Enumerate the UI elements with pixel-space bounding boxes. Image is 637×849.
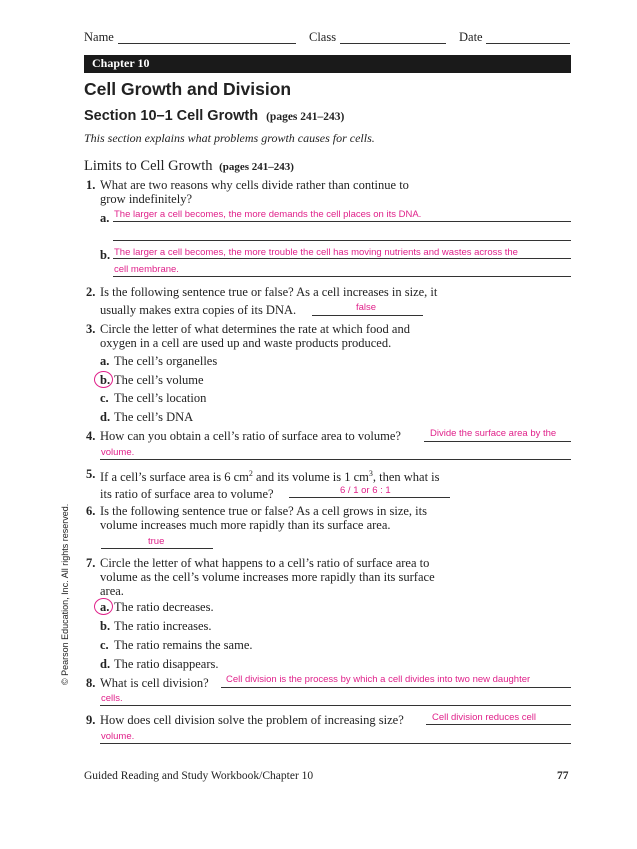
- q7-option-c-letter: c.: [100, 638, 109, 652]
- q5-text-part3: , then what is: [372, 470, 440, 485]
- q9-answer-line1: Cell division reduces cell: [432, 712, 537, 723]
- q4-line1: [424, 441, 571, 442]
- q1-text-line1: What are two reasons why cells divide rather than continue to: [100, 178, 409, 192]
- q1-number: 1.: [86, 178, 96, 192]
- section-heading: [84, 108, 344, 124]
- q5-number: 5.: [86, 467, 96, 481]
- q3-number: 3.: [86, 322, 96, 336]
- q1-text-line2: grow indefinitely?: [100, 192, 192, 206]
- q5-answer-line: [289, 497, 450, 498]
- subsection-pages: (pages 241–243): [219, 161, 294, 173]
- q7-text-line3: area.: [100, 584, 124, 598]
- q3-option-a-text: The cell’s organelles: [114, 354, 218, 368]
- q8-line1: [221, 687, 571, 688]
- date-label: Date: [459, 30, 483, 44]
- q1b-line1: [113, 258, 571, 259]
- q8-answer-line1: Cell division is the process by which a cell divides into two new daughter: [226, 674, 531, 685]
- q3-option-b-text: The cell’s volume: [114, 373, 204, 387]
- q1a-answer: The larger a cell becomes, the more demands the cell places on its DNA.: [114, 209, 422, 220]
- page-number: 77: [557, 770, 569, 782]
- q1b-line2: [113, 276, 571, 277]
- q4-line2: [100, 459, 571, 460]
- q8-line2: [100, 705, 571, 706]
- q4-text: How can you obtain a cell’s ratio of surface area to volume?: [100, 429, 401, 443]
- q1a-line2: [113, 240, 571, 241]
- copyright-notice: © Pearson Education, Inc. All rights reserved.: [60, 503, 70, 685]
- q7-option-d-letter: d.: [100, 657, 111, 671]
- q5-sup-2: 2: [248, 469, 253, 478]
- chapter-bar: [84, 55, 571, 73]
- q1b-answer-line1: The larger a cell becomes, the more trouble the cell has moving nutrients and wastes across the: [114, 247, 518, 258]
- q7-option-b-letter: b.: [100, 619, 111, 633]
- q2-number: 2.: [86, 285, 96, 299]
- q5-text-line1: [100, 467, 440, 484]
- q3-option-c-letter: c.: [100, 391, 109, 405]
- q7-option-a-letter: a.: [100, 600, 110, 614]
- q4-answer-line2: volume.: [101, 447, 135, 458]
- q2-answer-line: [312, 315, 423, 316]
- q1b-label: b.: [100, 248, 111, 262]
- q1b-answer-line2: cell membrane.: [114, 264, 179, 275]
- q2-text-line2: usually makes extra copies of its DNA.: [100, 303, 297, 317]
- q3-option-d-text: The cell’s DNA: [114, 410, 194, 424]
- q3-option-a-letter: a.: [100, 354, 110, 368]
- q6-answer-line: [101, 548, 213, 549]
- q7-option-c-text: The ratio remains the same.: [114, 638, 253, 652]
- section-title: Section 10–1 Cell Growth: [84, 108, 259, 124]
- q1a-line1: [113, 221, 571, 222]
- q8-answer-line2: cells.: [101, 693, 123, 704]
- q7-option-a-text: The ratio decreases.: [114, 600, 214, 614]
- q5-text-part2: and its volume is 1 cm: [252, 470, 369, 485]
- q9-line1: [426, 724, 571, 725]
- section-pages: (pages 241–243): [266, 111, 345, 123]
- q3-text-line1: Circle the letter of what determines the rate at which food and: [100, 322, 410, 336]
- q7-option-b-text: The ratio increases.: [114, 619, 212, 633]
- q2-text-line1: Is the following sentence true or false? As a cell increases in size, it: [100, 285, 438, 299]
- q1a-label: a.: [100, 211, 110, 225]
- q4-answer-line1: Divide the surface area by the: [430, 428, 557, 439]
- q2-answer: false: [356, 302, 377, 313]
- q6-answer: true: [148, 536, 165, 547]
- q3-option-b-letter: b.: [100, 373, 111, 387]
- date-field[interactable]: [486, 43, 570, 44]
- q7-text-line1: Circle the letter of what happens to a cell’s ratio of surface area to: [100, 556, 430, 570]
- q7-text-line2: volume as the cell’s volume increases more rapidly than its surface: [100, 570, 435, 584]
- footer-text: Guided Reading and Study Workbook/Chapter 10: [84, 770, 314, 782]
- q8-number: 8.: [86, 676, 96, 690]
- q4-number: 4.: [86, 429, 96, 443]
- section-subtitle: This section explains what problems growth causes for cells.: [84, 131, 375, 145]
- q9-text: How does cell division solve the problem of increasing size?: [100, 713, 404, 727]
- chapter-label: Chapter 10: [92, 56, 150, 70]
- q6-number: 6.: [86, 504, 96, 518]
- q5-text-part1: If a cell’s surface area is 6 cm: [100, 470, 249, 485]
- name-label: Name: [84, 30, 114, 44]
- q5-answer: 6 / 1 or 6 : 1: [340, 485, 391, 496]
- q9-number: 9.: [86, 713, 96, 727]
- q3-text-line2: oxygen in a cell are used up and waste products produced.: [100, 336, 392, 350]
- q6-text-line1: Is the following sentence true or false? As a cell grows in size, its: [100, 504, 427, 518]
- subsection-heading: [84, 158, 294, 175]
- q9-line2: [100, 743, 571, 744]
- q3-option-c-text: The cell’s location: [114, 391, 207, 405]
- q7-number: 7.: [86, 556, 96, 570]
- class-label: Class: [309, 30, 337, 44]
- q6-text-line2: volume increases much more rapidly than its surface area.: [100, 518, 391, 532]
- q3-option-d-letter: d.: [100, 410, 111, 424]
- q9-answer-line2: volume.: [101, 731, 135, 742]
- page-title: Cell Growth and Division: [84, 79, 292, 99]
- q8-text: What is cell division?: [100, 676, 209, 690]
- subsection-title: Limits to Cell Growth: [84, 158, 213, 174]
- q5-text-line2: its ratio of surface area to volume?: [100, 487, 274, 501]
- q5-sup-3: 3: [368, 469, 373, 478]
- class-field[interactable]: [340, 43, 446, 44]
- name-field[interactable]: [118, 43, 296, 44]
- q7-option-d-text: The ratio disappears.: [114, 657, 219, 671]
